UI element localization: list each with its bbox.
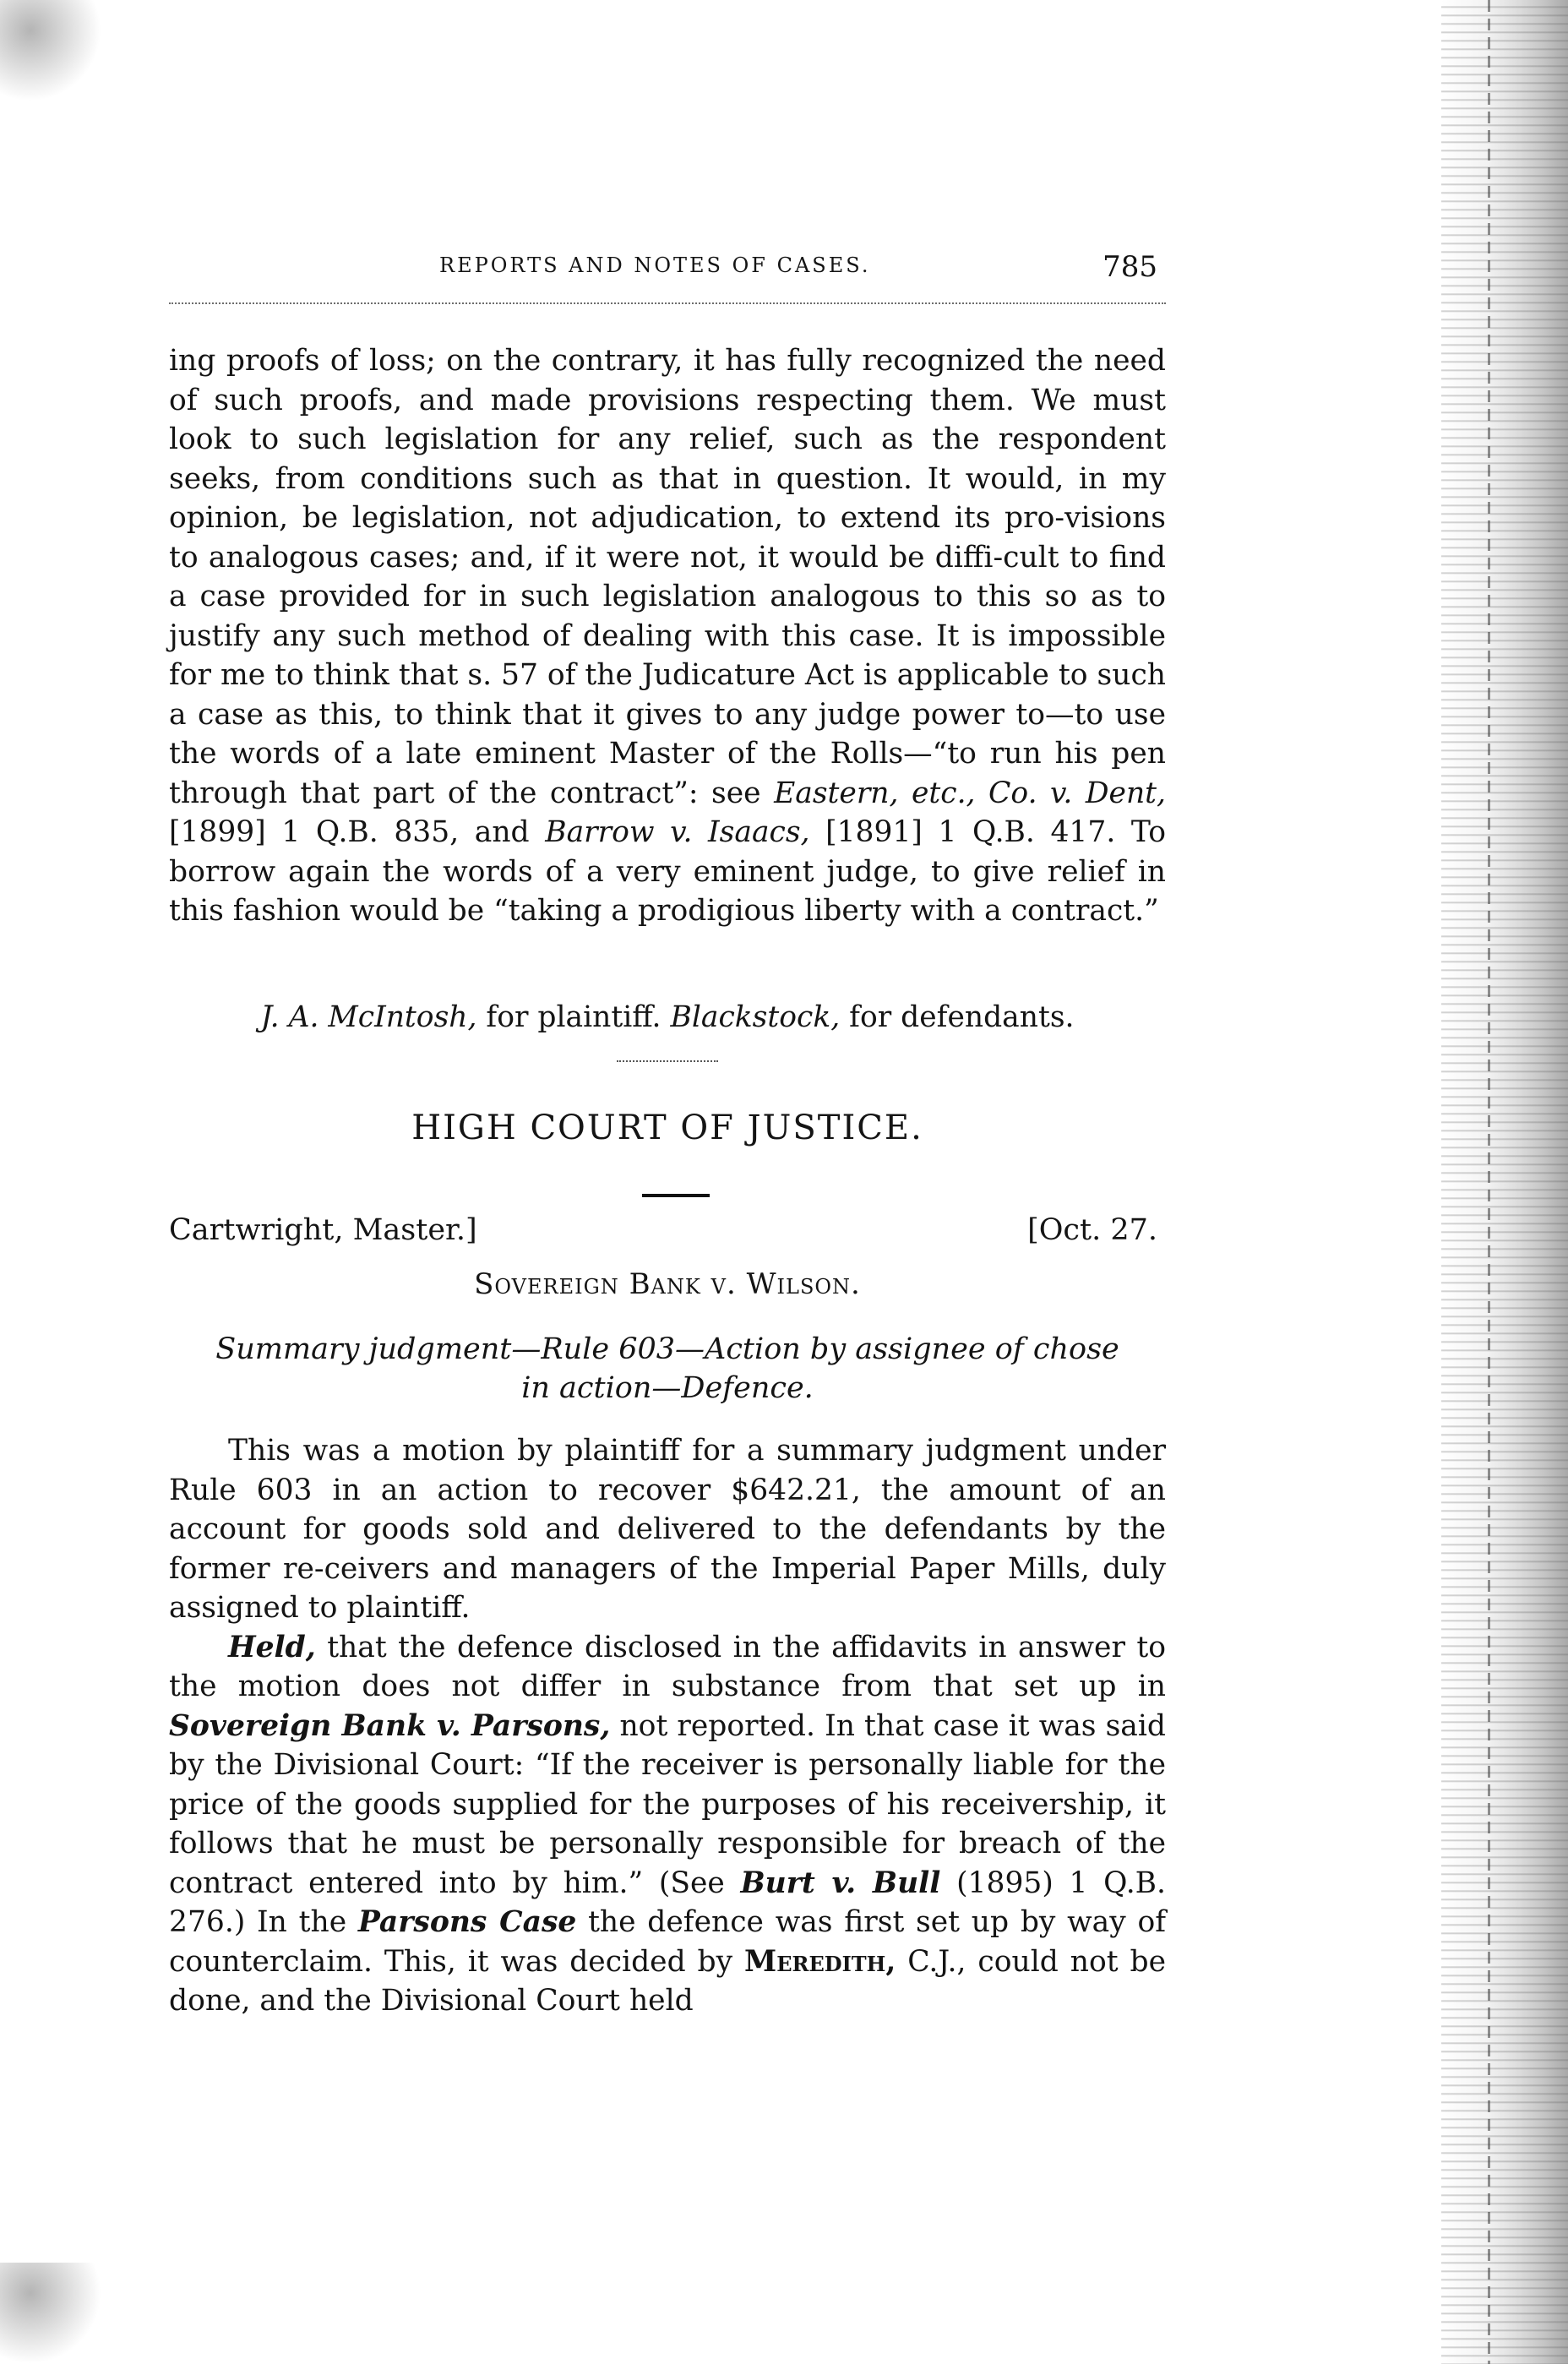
- plaintiff-label: for plaintiff.: [476, 1000, 671, 1034]
- running-head: [169, 250, 1166, 287]
- book-page: [169, 0, 1166, 2364]
- case-citation: Parsons Case: [357, 1905, 577, 1939]
- case-title: Sovereign Bank v. Wilson.: [474, 1267, 861, 1301]
- held-text: that the defence disclosed in the affidavits in answer to the motion does not differ in substance from that set up in: [169, 1630, 1166, 1703]
- case-citation: Sovereign Bank v. Parsons,: [169, 1708, 611, 1743]
- paragraph-text: [1899] 1 Q.B. 835, and: [169, 815, 546, 849]
- running-title: REPORTS AND NOTES OF CASES.: [439, 253, 871, 277]
- held-paragraph: [169, 1628, 1166, 2021]
- case-body: [169, 1431, 1166, 2021]
- previous-case-paragraph: [169, 341, 1166, 931]
- held-text: the defence was first set up by way of counterclaim. This, it was decided by: [169, 1905, 1167, 1979]
- case-headnote: Summary judgment—Rule 603—Action by assignee of chose in action—Defence.: [215, 1332, 1119, 1405]
- page-edge-shadow: [1441, 0, 1568, 2364]
- plaintiff-counsel: J. A. McIntosh,: [260, 1000, 477, 1034]
- held-word: Held,: [228, 1630, 316, 1664]
- case-citation: Barrow v. Isaacs,: [545, 815, 810, 849]
- case-citation: Burt v. Bull: [740, 1866, 941, 1900]
- defendant-counsel: Blackstock,: [670, 1000, 841, 1034]
- judge-name: Cartwright, Master.]: [169, 1213, 477, 1247]
- heading-rule: [642, 1194, 710, 1197]
- paragraph-text: ing proofs of loss; on the contrary, it has fully recognized the need of such proofs, and made provisions respecting them. We must look to such legislation for any relief, such as the respondent seeks, from conditions such as that in question. It would, in my opinion, be legislation, not adjudication, to extend its pro-visions to analogous cases; and, if it were not, it would be diffi-cult to find a case provided for in such legislation analogous to this so as to justify any such method of dealing with this case. It is impossible for me to think that s. 57 of the Judicature Act is applicable to such a case as this, to think that it gives to any judge power to—to use the words of a late eminent Master of the Rolls—“to run his pen through that part of the contract”: see: [169, 344, 1166, 810]
- facts-paragraph: This was a motion by plaintiff for a summary judgment under Rule 603 in an action to recover $642.21, the amount of an account for goods sold and delivered to the defendants by the former re-ceivers and managers of the Imperial Paper Mills, duly assigned to plaintiff.: [169, 1434, 1166, 1625]
- held-text: (1895) 1 Q.B. 276.) In the: [169, 1866, 1167, 1939]
- case-citation: Eastern, etc., Co. v. Dent,: [774, 776, 1166, 810]
- held-text: not reported. In that case it was said by the Divisional Court: “If the receiver is personally liable for the price of the goods supplied for the purposes of his receivership, it follows that he must be personally responsible for breach of the contract entered into by him.” (See: [169, 1708, 1166, 1900]
- counsel-line: [169, 1000, 1166, 1034]
- held-text: C.J., could not be done, and the Divisional Court held: [169, 1944, 1166, 2018]
- defendant-label: for defendants.: [840, 1000, 1075, 1034]
- court-heading: HIGH COURT OF JUSTICE.: [411, 1108, 923, 1147]
- corner-smudge-top-left: [0, 0, 101, 101]
- corner-smudge-bottom-left: [0, 2263, 101, 2364]
- page-number: 785: [1102, 250, 1157, 284]
- section-separator: [617, 1060, 718, 1062]
- paragraph-text: [1891] 1 Q.B. 417. To borrow again the words of a very eminent judge, to give relief in this fashion would be “taking a prodigious liberty with a contract.”: [169, 815, 1167, 928]
- judge-reference: Meredith,: [744, 1944, 896, 1979]
- case-date: [Oct. 27.: [1027, 1213, 1157, 1247]
- header-rule: [169, 302, 1166, 304]
- page-edge-line: [1488, 0, 1490, 2364]
